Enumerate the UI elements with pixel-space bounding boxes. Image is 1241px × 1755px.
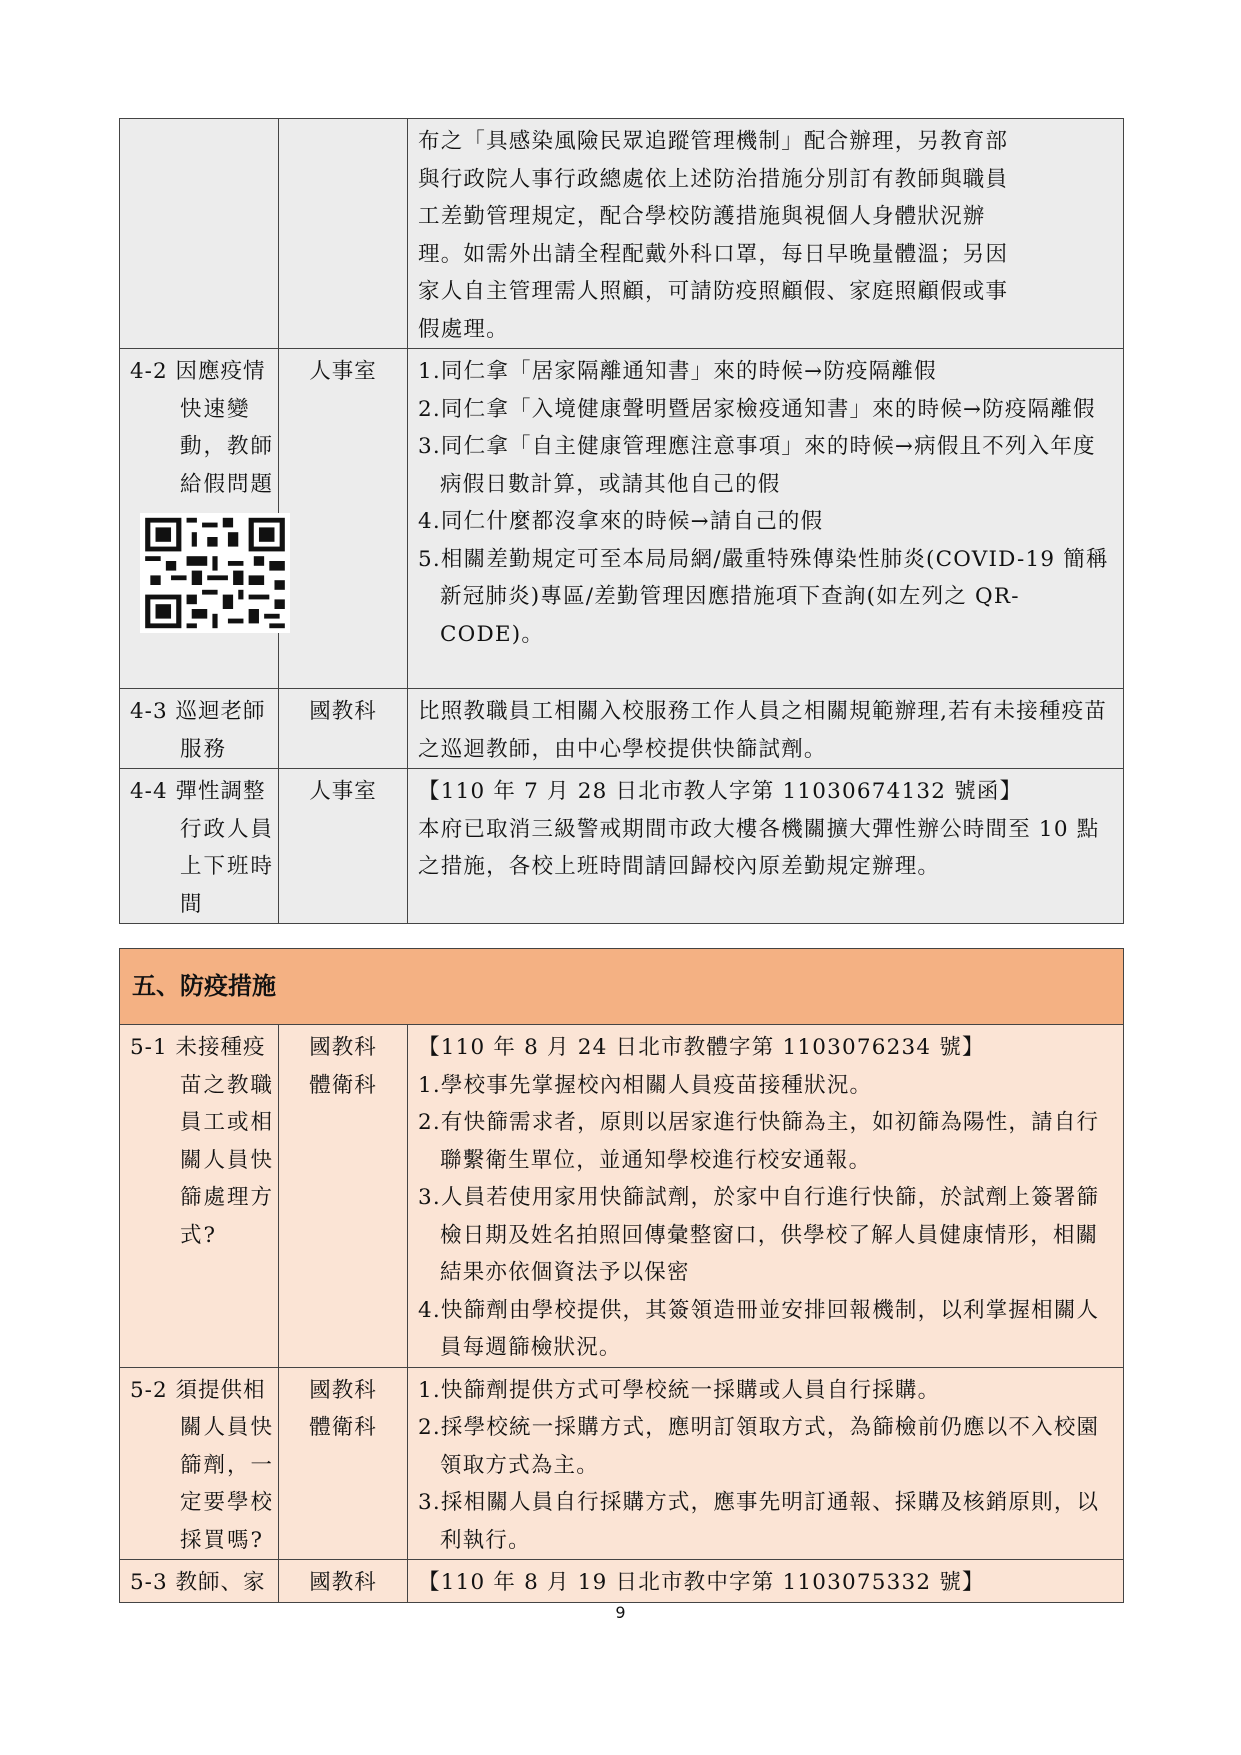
table-row	[120, 1025, 1124, 1368]
topic-title: 未接種疫	[175, 1035, 266, 1060]
topic-line: 行政人員	[180, 816, 275, 842]
topic-cell	[120, 689, 279, 769]
content-cell	[408, 1560, 1124, 1603]
unit-cell	[279, 689, 408, 769]
unit-cell	[279, 119, 408, 349]
content-cell	[408, 769, 1124, 924]
content-item: 1.學校事先掌握校內相關人員疫苗接種狀況。	[418, 1072, 873, 1098]
content-item: 2.有快篩需求者，原則以居家進行快篩為主，如初篩為陽性，請自行聯繫衛生單位，並通知學校進行校安通報。	[418, 1110, 1100, 1173]
unit-label: 體衛科	[309, 1072, 377, 1098]
content-item: 4.同仁什麼都沒拿來的時候→請自己的假	[418, 509, 824, 534]
table-row	[120, 769, 1124, 924]
content-cell	[408, 1367, 1124, 1560]
table-row	[120, 1367, 1124, 1560]
content-item: 3.同仁拿「自主健康管理應注意事項」來的時候→病假且不列入年度病假日數計算，或請其他自己的假	[418, 434, 1096, 497]
section-header-row	[120, 949, 1124, 1025]
topic-line: 關人員快	[180, 1147, 275, 1173]
unit-label: 人事室	[309, 779, 377, 804]
content-line: 假處理。	[418, 316, 509, 342]
section-title: 五、防疫措施	[120, 949, 1124, 1025]
topic-line: 定要學校	[180, 1490, 275, 1515]
topic-title: 須提供相	[175, 1377, 266, 1403]
topic-title: 教師、家	[175, 1570, 266, 1595]
content-cell	[408, 1025, 1124, 1368]
content-line: 家人自主管理需人照顧，可請防疫照顧假、家庭照顧假或事	[418, 279, 1009, 304]
table-section-5	[119, 948, 1124, 1603]
topic-line: 關人員快	[180, 1415, 275, 1440]
topic-id: 4-2	[130, 359, 168, 384]
topic-id: 4-3	[130, 699, 168, 724]
content-item: 1.同仁拿「居家隔離通知書」來的時候→防疫隔離假	[418, 359, 937, 384]
content-item: 比照教職員工相關入校服務工作人員之相關規範辦理,若有未接種疫苗之巡迴教師，由中心學校提供快篩試劑。	[418, 699, 1108, 762]
unit-label: 人事室	[309, 359, 377, 384]
topic-cell	[120, 1025, 279, 1368]
topic-id: 5-1	[130, 1035, 168, 1060]
content-item: 4.快篩劑由學校提供，其簽領造冊並安排回報機制，以利掌握相關人員每週篩檢狀況。	[418, 1297, 1100, 1360]
topic-line: 採買嗎?	[180, 1527, 265, 1553]
topic-cell	[120, 1367, 279, 1560]
content-item: 【110 年 7 月 28 日北市教人字第 11030674132 號函】	[418, 779, 1023, 804]
table-section-4	[119, 118, 1124, 924]
content-line: 工差勤管理規定，配合學校防護措施與視個人身體狀況辦	[418, 204, 986, 229]
table-row	[120, 1560, 1124, 1603]
topic-line: 員工或相	[180, 1110, 275, 1135]
topic-line: 快速變	[180, 396, 251, 422]
page-number: 9	[615, 1603, 626, 1622]
topic-cell	[120, 119, 279, 349]
unit-label: 國教科	[309, 699, 377, 724]
content-item: 【110 年 8 月 24 日北市教體字第 1103076234 號】	[418, 1035, 985, 1060]
table-row	[120, 119, 1124, 349]
content-item: 2.採學校統一採購方式，應明訂領取方式，為篩檢前仍應以不入校園領取方式為主。	[418, 1415, 1100, 1478]
topic-line: 給假問題	[180, 471, 275, 497]
topic-heading	[130, 353, 274, 391]
content-item: 3.人員若使用家用快篩試劑，於家中自行進行快篩，於試劑上簽署篩檢日期及姓名拍照回傳彙整窗口，供學校了解人員健康情形，相關結果亦依個資法予以保密	[418, 1185, 1100, 1285]
unit-label: 國教科	[309, 1570, 377, 1595]
topic-cell	[120, 769, 279, 924]
content-item: 【110 年 8 月 19 日北市教中字第 1103075332 號】	[418, 1570, 985, 1595]
content-cell	[408, 119, 1124, 349]
topic-cell	[120, 349, 279, 689]
topic-cell	[120, 1560, 279, 1603]
content-line: 布之「具感染風險民眾追蹤管理機制」配合辦理，另教育部	[418, 129, 1009, 154]
topic-heading	[130, 1029, 274, 1067]
topic-line: 間	[180, 891, 204, 917]
content-item: 5.相關差勤規定可至本局局網/嚴重特殊傳染性肺炎(COVID-19 簡稱新冠肺炎)專區/差勤管理因應措施項下查詢(如左列之 QR-CODE)。	[418, 546, 1109, 647]
unit-cell	[279, 1560, 408, 1603]
unit-label: 國教科	[309, 1035, 377, 1060]
content-line: 理。如需外出請全程配戴外科口罩，每日早晚量體溫；另因	[418, 241, 1009, 267]
topic-line: 篩處理方	[180, 1185, 275, 1210]
content-item: 本府已取消三級警戒期間市政大樓各機關擴大彈性辦公時間至 10 點之措施，各校上班時間請回歸校內原差勤規定辦理。	[418, 816, 1100, 879]
topic-title: 巡迴老師	[175, 699, 266, 724]
topic-line: 篩劑，一	[180, 1452, 275, 1478]
topic-heading	[130, 773, 274, 811]
topic-heading	[130, 1372, 274, 1410]
table-row	[120, 349, 1124, 689]
topic-id: 5-3	[130, 1570, 168, 1595]
topic-line: 服務	[180, 736, 228, 762]
topic-heading	[130, 1564, 274, 1602]
unit-label: 國教科	[309, 1377, 377, 1403]
topic-id: 5-2	[130, 1377, 168, 1403]
content-line: 與行政院人事行政總處依上述防治措施分別訂有教師與職員	[418, 166, 1009, 192]
qr-code-icon[interactable]	[140, 513, 290, 633]
topic-heading	[130, 693, 274, 731]
content-item: 1.快篩劑提供方式可學校統一採購或人員自行採購。	[418, 1377, 941, 1403]
unit-cell	[279, 1025, 408, 1368]
topic-title: 因應疫情	[175, 359, 266, 384]
topic-line: 式?	[180, 1222, 218, 1248]
topic-id: 4-4	[130, 779, 168, 804]
topic-title: 彈性調整	[175, 779, 266, 804]
unit-cell	[279, 769, 408, 924]
content-cell	[408, 689, 1124, 769]
content-cell	[408, 349, 1124, 689]
table-row	[120, 689, 1124, 769]
topic-line: 苗之教職	[180, 1072, 275, 1098]
content-item: 2.同仁拿「入境健康聲明暨居家檢疫通知書」來的時候→防疫隔離假	[418, 396, 1096, 422]
topic-line: 上下班時	[180, 854, 275, 879]
topic-line: 動，教師	[180, 434, 275, 459]
unit-label: 體衛科	[309, 1415, 377, 1440]
unit-cell	[279, 1367, 408, 1560]
content-item: 3.採相關人員自行採購方式，應事先明訂通報、採購及核銷原則，以利執行。	[418, 1490, 1100, 1553]
unit-cell	[279, 349, 408, 689]
